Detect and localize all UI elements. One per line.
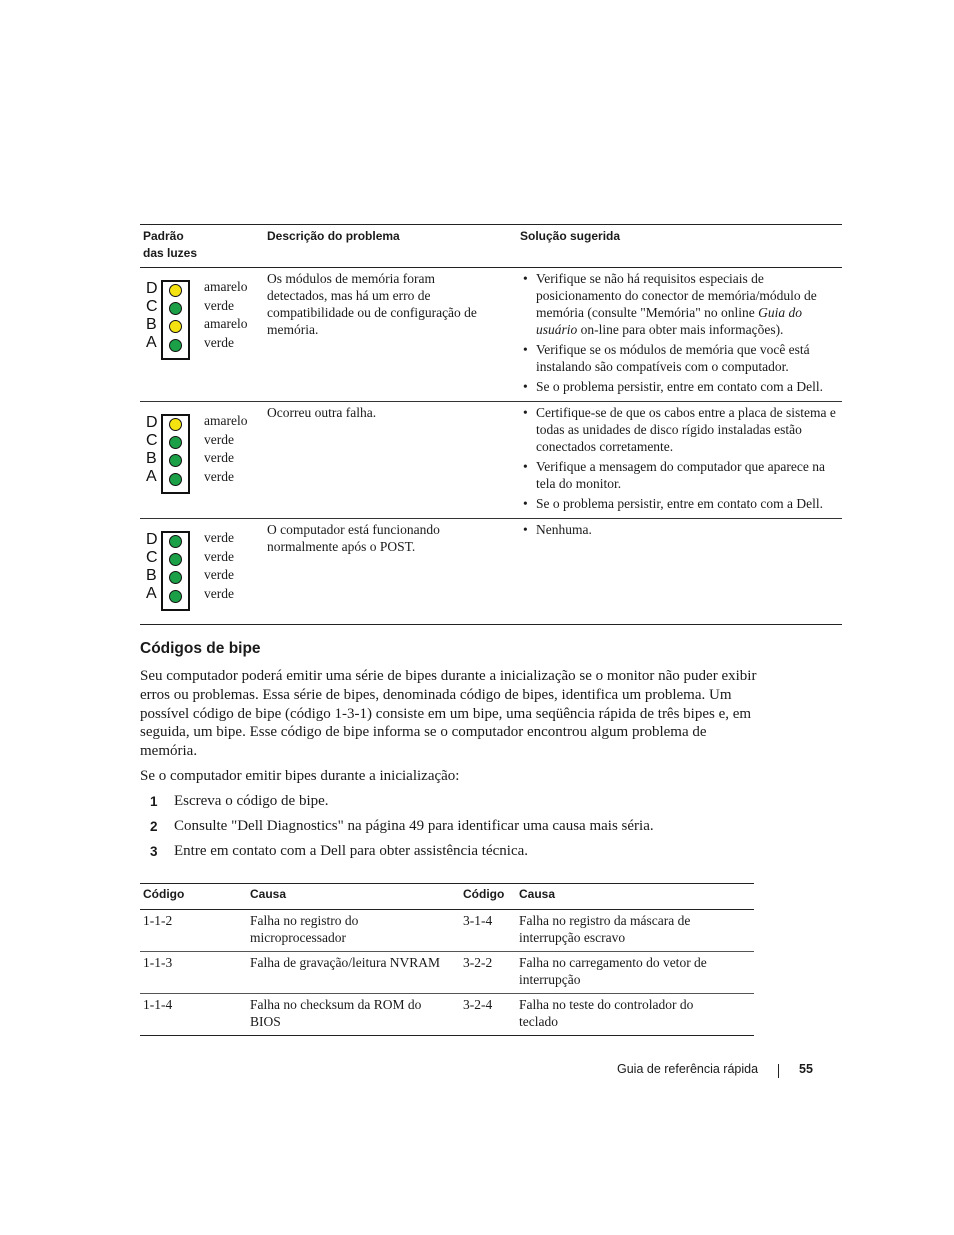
light-panel bbox=[161, 280, 190, 360]
cause-cell: Falha de gravação/leitura NVRAM bbox=[250, 955, 441, 970]
code-cell: 3-1-4 bbox=[463, 913, 493, 928]
diagnostic-light-icon bbox=[169, 571, 182, 584]
code-cell: 1-1-2 bbox=[143, 913, 173, 928]
light-pattern-diagram bbox=[146, 414, 194, 494]
solution-item bbox=[520, 341, 840, 375]
cause-cell: Falha no carregamento do vetor de interrupção bbox=[519, 955, 707, 988]
intro-paragraph: Seu computador poderá emitir uma série de bipes durante a inicialização se o monitor não puder exibir erros ou problemas. Essa série de bipes, denominada código de bipes, identifica um problema. Um possível código de bipe (código 1-3-1) consiste em um bipe, uma seqüência rápida de três bipes e, em seguida, um bipe. Esse código de bipe informa se o computador encontrou algum problema de memória. bbox=[140, 668, 757, 760]
light-letter: B bbox=[146, 316, 157, 333]
cause-cell: Falha no registro do microprocessador bbox=[250, 913, 359, 946]
diagnostic-light-icon bbox=[169, 320, 182, 333]
light-letters bbox=[146, 531, 160, 603]
solution-text: Se o problema persistir, entre em contato com a Dell. bbox=[536, 496, 823, 511]
solution-item bbox=[520, 495, 840, 512]
light-color-label: amarelo bbox=[204, 279, 248, 294]
diagnostic-light-icon bbox=[169, 473, 182, 486]
solution-item bbox=[520, 378, 840, 395]
beep-codes-table bbox=[140, 883, 754, 1036]
light-letter: C bbox=[146, 432, 158, 449]
diagnostic-light-icon bbox=[169, 553, 182, 566]
cause-cell: Falha no checksum da ROM do BIOS bbox=[250, 997, 422, 1030]
cause-cell: Falha no teste do controlador do teclado bbox=[519, 997, 694, 1030]
steps-intro: Se o computador emitir bipes durante a inicialização: bbox=[140, 768, 460, 784]
light-letter: A bbox=[146, 334, 157, 351]
light-letter: A bbox=[146, 468, 157, 485]
footer-separator bbox=[778, 1064, 779, 1078]
solution-text: Certifique-se de que os cabos entre a placa de sistema e todas as unidades de disco rígido instaladas estão conectados corretamente. bbox=[536, 405, 836, 454]
header-code: Código bbox=[143, 887, 185, 901]
header-pattern bbox=[143, 228, 197, 262]
table-row bbox=[140, 402, 842, 519]
diagnostic-light-icon bbox=[169, 454, 182, 467]
light-letter: D bbox=[146, 414, 158, 431]
diagnostic-light-icon bbox=[169, 418, 182, 431]
light-color-label: verde bbox=[204, 530, 234, 545]
solution-text: Se o problema persistir, entre em contato com a Dell. bbox=[536, 379, 823, 394]
code-cell: 1-1-4 bbox=[143, 997, 173, 1012]
step-number: 2 bbox=[150, 819, 158, 834]
table-row bbox=[140, 910, 754, 952]
header-cause: Causa bbox=[519, 887, 556, 901]
header-pattern-line1: Padrão bbox=[143, 229, 184, 243]
solution-item bbox=[520, 404, 840, 455]
diagnostic-light-icon bbox=[169, 590, 182, 603]
light-color-label: verde bbox=[204, 335, 234, 351]
suggested-solution bbox=[520, 404, 840, 515]
solution-text: Verifique se os módulos de memória que você está instalando são compatíveis com o computador. bbox=[536, 342, 810, 374]
light-pattern-diagram bbox=[146, 280, 194, 360]
solution-text: Verifique se não há requisitos especiais de posicionamento do conector de memória/módulo de memória (consulte "Memória" no online bbox=[536, 271, 817, 320]
light-color-labels bbox=[204, 412, 247, 487]
light-color-label: verde bbox=[204, 567, 234, 583]
light-panel bbox=[161, 414, 190, 494]
light-color-label: verde bbox=[204, 431, 234, 447]
light-color-labels bbox=[204, 529, 234, 604]
header-solution: Solução sugerida bbox=[520, 229, 621, 243]
header-pattern-line2: das luzes bbox=[143, 246, 198, 260]
cause-cell: Falha no registro da máscara de interrupção escravo bbox=[519, 913, 691, 946]
diagnostic-light-icon bbox=[169, 284, 182, 297]
header-description: Descrição do problema bbox=[267, 229, 400, 243]
code-cell: 3-2-2 bbox=[463, 955, 493, 970]
table-row bbox=[140, 952, 754, 994]
diagnostic-light-icon bbox=[169, 436, 182, 449]
light-letters bbox=[146, 414, 160, 486]
footer-title: Guia de referência rápida bbox=[617, 1062, 759, 1076]
step-text: Consulte "Dell Diagnostics" na página 49 para identificar uma causa mais séria. bbox=[174, 818, 654, 834]
light-letter: B bbox=[146, 450, 157, 467]
light-letter: D bbox=[146, 280, 158, 297]
light-color-label: verde bbox=[204, 548, 234, 564]
light-letter: D bbox=[146, 531, 158, 548]
table-row bbox=[140, 994, 754, 1035]
light-letter: C bbox=[146, 549, 158, 566]
solution-item bbox=[520, 458, 840, 492]
header-code: Código bbox=[463, 887, 505, 901]
solution-text: Verifique a mensagem do computador que aparece na tela do monitor. bbox=[536, 459, 825, 491]
code-cell: 3-2-4 bbox=[463, 997, 493, 1012]
table-header bbox=[140, 225, 842, 268]
step-number: 1 bbox=[150, 794, 158, 809]
light-color-label: verde bbox=[204, 586, 234, 602]
solution-item bbox=[520, 521, 840, 538]
diagnostic-light-icon bbox=[169, 302, 182, 315]
light-panel bbox=[161, 531, 190, 611]
table-header bbox=[140, 884, 754, 910]
problem-description: Os módulos de memória foram detectados, mas há um erro de compatibilidade ou de configuração de memória. bbox=[267, 271, 477, 337]
light-color-label: verde bbox=[204, 469, 234, 485]
diagnostic-light-icon bbox=[169, 339, 182, 352]
light-color-label: verde bbox=[204, 450, 234, 466]
suggested-solution bbox=[520, 521, 840, 541]
light-letter: C bbox=[146, 298, 158, 315]
step-number: 3 bbox=[150, 844, 158, 859]
header-cause: Causa bbox=[250, 887, 287, 901]
section-title: Códigos de bipe bbox=[140, 640, 261, 657]
light-color-label: amarelo bbox=[204, 316, 248, 332]
light-color-labels bbox=[204, 278, 247, 353]
light-letter: A bbox=[146, 585, 157, 602]
suggested-solution bbox=[520, 270, 840, 398]
solution-text: on-line para obter mais informações). bbox=[577, 322, 784, 337]
problem-description: Ocorreu outra falha. bbox=[267, 405, 377, 420]
table-row bbox=[140, 519, 842, 624]
step-text: Escreva o código de bipe. bbox=[174, 793, 329, 809]
step-text: Entre em contato com a Dell para obter assistência técnica. bbox=[174, 843, 529, 859]
solution-text: Guia do usuário bbox=[536, 305, 802, 337]
table-row bbox=[140, 268, 842, 402]
light-color-label: amarelo bbox=[204, 413, 248, 428]
light-color-label: verde bbox=[204, 297, 234, 313]
diagnostic-lights-table bbox=[140, 224, 842, 625]
light-letters bbox=[146, 280, 160, 352]
page-number: 55 bbox=[799, 1062, 813, 1076]
solution-item bbox=[520, 270, 840, 338]
problem-description: O computador está funcionando normalmente após o POST. bbox=[267, 522, 440, 554]
code-cell: 1-1-3 bbox=[143, 955, 173, 970]
solution-text: Nenhuma. bbox=[536, 522, 592, 537]
light-pattern-diagram bbox=[146, 531, 194, 611]
light-letter: B bbox=[146, 567, 157, 584]
diagnostic-light-icon bbox=[169, 535, 182, 548]
